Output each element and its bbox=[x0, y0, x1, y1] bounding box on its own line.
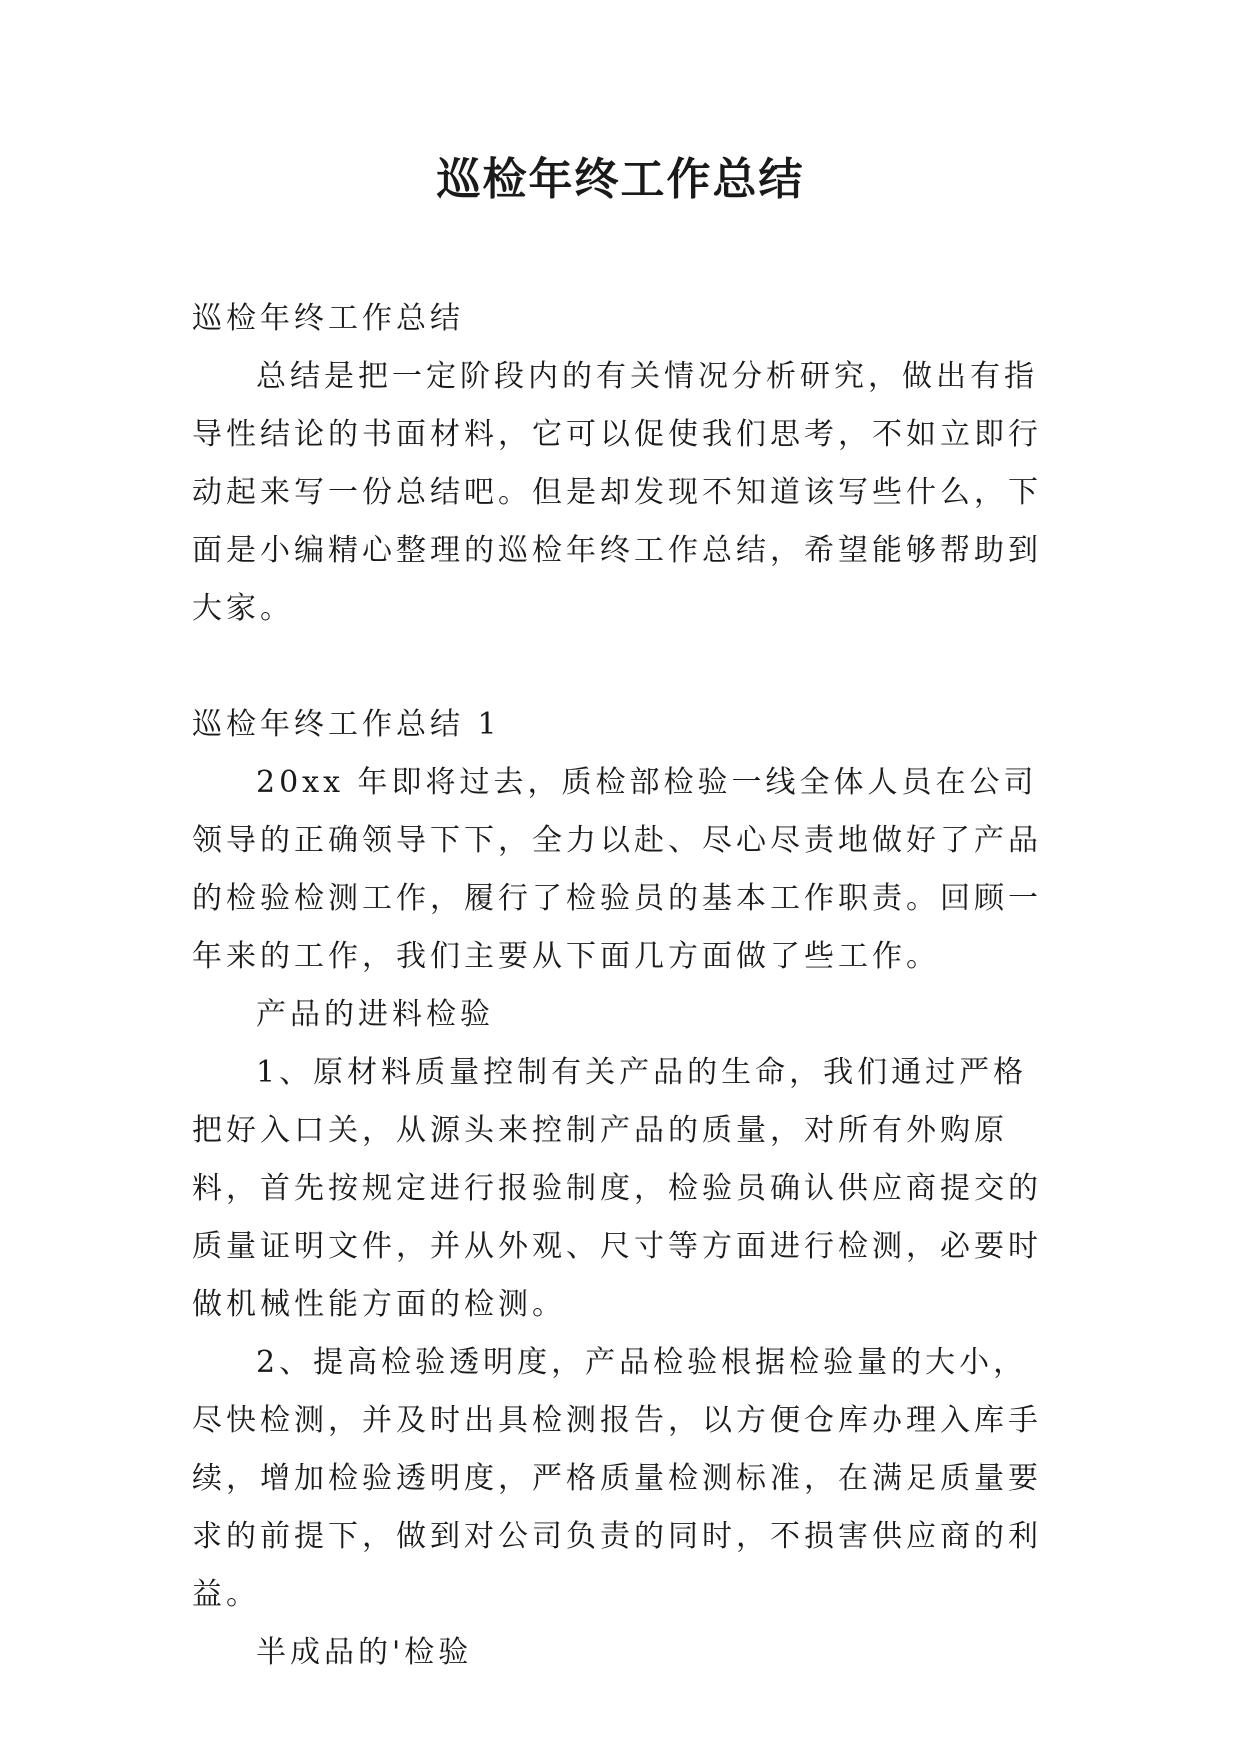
incoming-inspection-heading: 产品的进料检验 bbox=[256, 997, 494, 1032]
section-1-heading: 巡检年终工作总结 1 bbox=[192, 707, 501, 742]
list-item-1: 1、原材料质量控制有关产品的生命，我们通过严格把好入口关，从源头来控制产品的质量，对所有外购原料，首先按规定进行报验制度，检验员确认供应商提交的质量证明文件，并从外观、尺寸等方面进行检测，必要时做机械性能方面的检测。 bbox=[192, 1055, 1042, 1322]
semi-finished-inspection-heading: 半成品的'检验 bbox=[256, 1635, 473, 1670]
spacer bbox=[192, 638, 1052, 696]
document-body bbox=[192, 290, 1052, 1682]
list-item-2: 2、提高检验透明度，产品检验根据检验量的大小，尽快检测，并及时出具检测报告，以方便仓库办理入库手续，增加检验透明度，严格质量检测标准，在满足质量要求的前提下，做到对公司负责的同时，不损害供应商的利益。 bbox=[192, 1345, 1042, 1612]
intro-paragraph: 总结是把一定阶段内的有关情况分析研究，做出有指导性结论的书面材料，它可以促使我们思考，不如立即行动起来写一份总结吧。但是却发现不知道该写些什么，下面是小编精心整理的巡检年终工作总结，希望能够帮助到大家。 bbox=[192, 359, 1042, 626]
intro-heading: 巡检年终工作总结 bbox=[192, 301, 464, 336]
document-title: 巡检年终工作总结 bbox=[436, 154, 805, 205]
section-1-paragraph: 20xx 年即将过去，质检部检验一线全体人员在公司领导的正确领导下下，全力以赴、尽心尽责地做好了产品的检验检测工作，履行了检验员的基本工作职责。回顾一年来的工作，我们主要从下面几方面做了些工作。 bbox=[192, 765, 1042, 974]
